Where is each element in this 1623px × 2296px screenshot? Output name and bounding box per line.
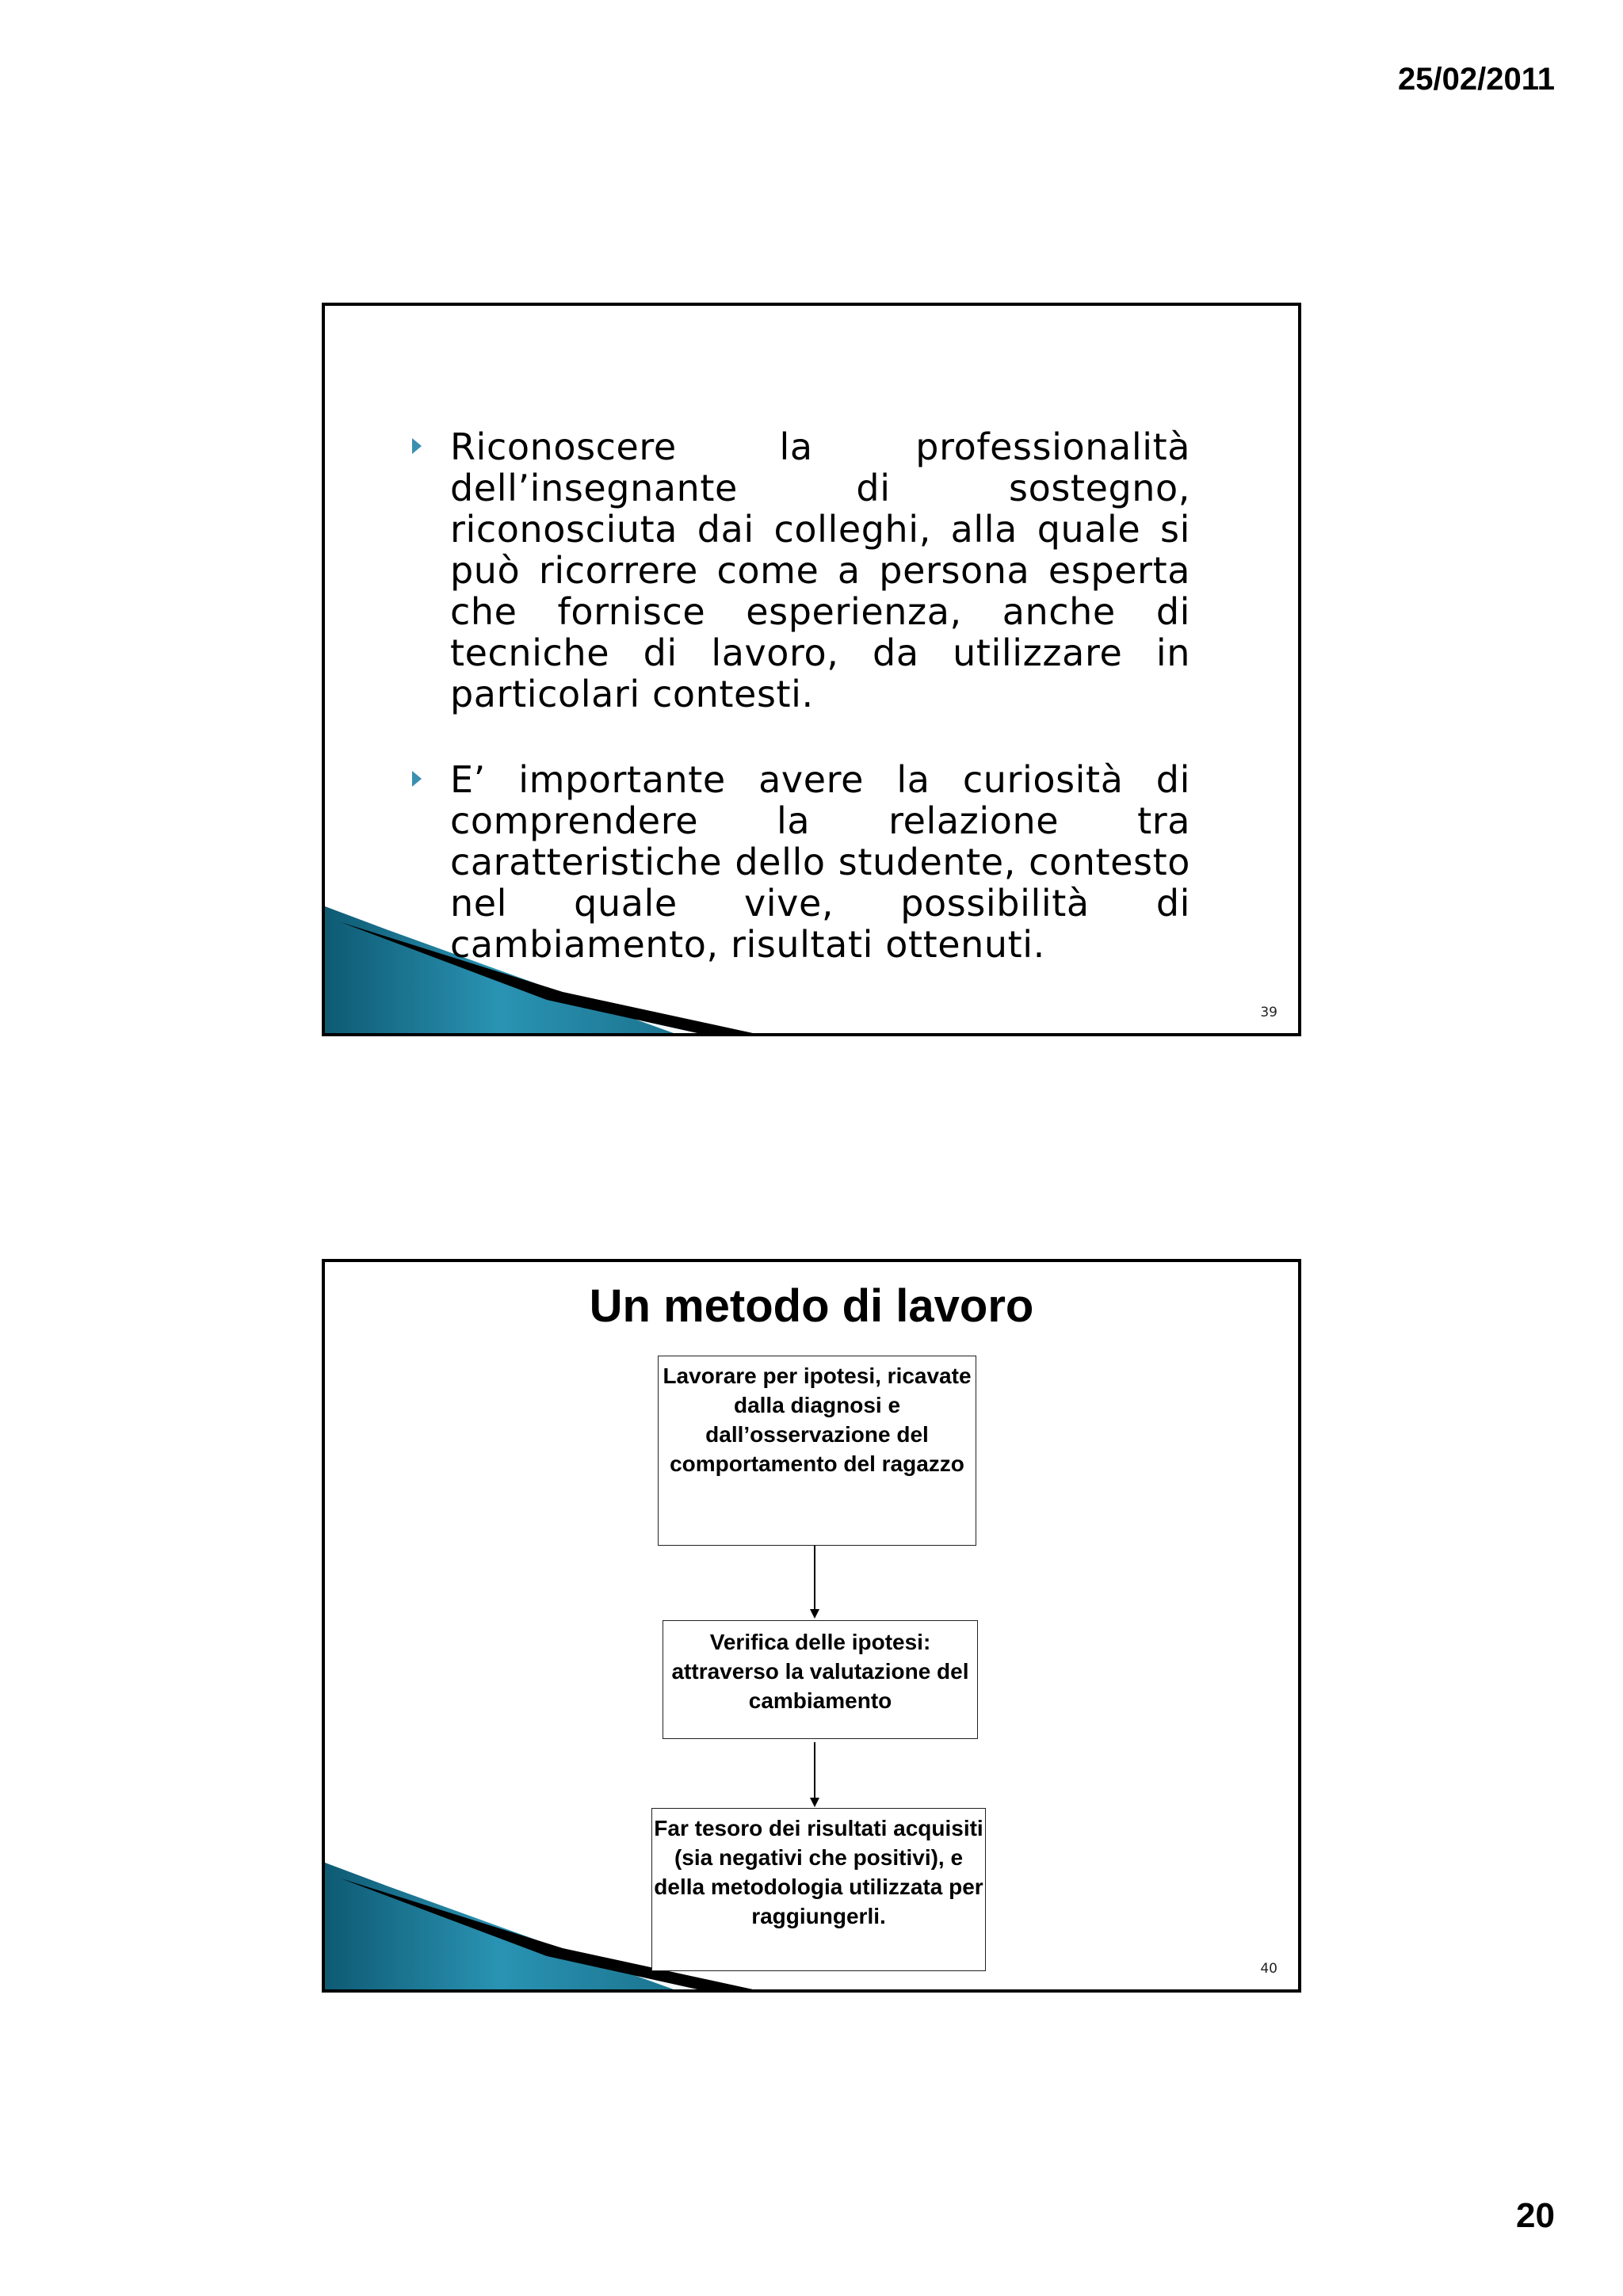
flow-step-verification: Verifica delle ipotesi: attraverso la valutazione del cambiamento — [663, 1620, 978, 1739]
page-number: 20 — [1516, 2196, 1555, 2235]
slide-number: 39 — [1260, 1005, 1277, 1020]
slide-40 — [322, 1259, 1301, 1993]
bullet-text: E’ importante avere la curiosità di comprendere la relazione tra caratteristiche dello studente, contesto nel quale vive, possibilità di cambiamento, risultati ottenuti. — [450, 758, 1190, 966]
page-date: 25/02/2011 — [1398, 62, 1555, 97]
slide-title: Un metodo di lavoro — [589, 1280, 1034, 1332]
slide-39 — [322, 303, 1301, 1036]
bullet-list — [412, 426, 1190, 1009]
slide-number: 40 — [1260, 1961, 1277, 1977]
bullet-item — [412, 426, 1190, 715]
bullet-item — [412, 759, 1190, 965]
triangle-bullet-icon — [412, 771, 422, 787]
flow-step-hypotheses: Lavorare per ipotesi, ricavate dalla diagnosi e dall’osservazione del comportamento del ragazzo — [658, 1356, 976, 1546]
flow-step-results: Far tesoro dei risultati acquisiti (sia negativi che positivi), e della metodologia utilizzata per raggiungerli. — [651, 1808, 986, 1971]
bullet-text: Riconoscere la professionalità dell’insegnante di sostegno, riconosciuta dai colleghi, alla quale si può ricorrere come a persona esperta che fornisce esperienza, anche di tecniche di lavoro, da utilizzare in particolari contesti. — [450, 425, 1190, 715]
triangle-bullet-icon — [412, 438, 422, 454]
